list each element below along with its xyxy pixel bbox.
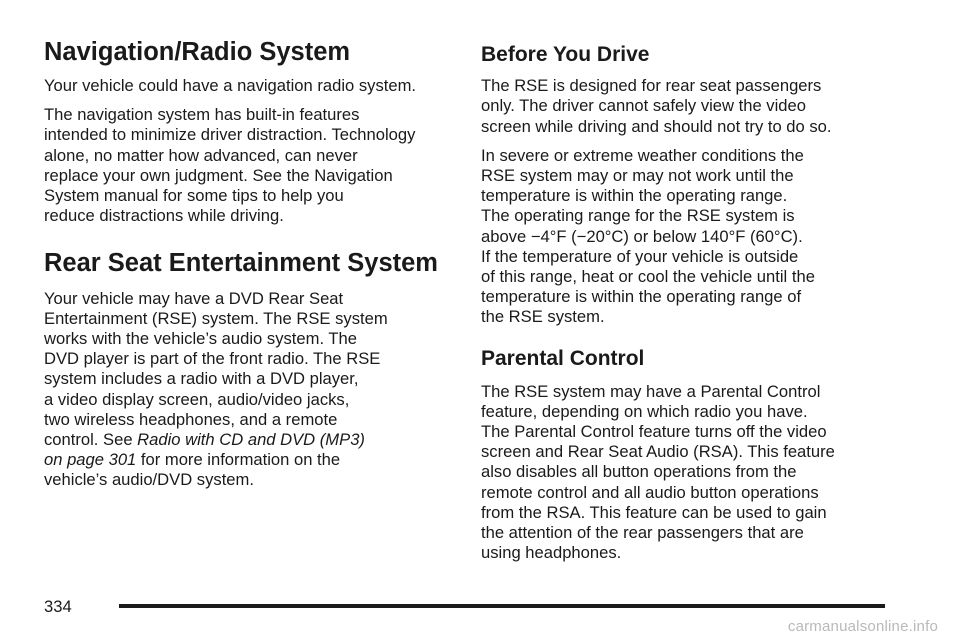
paragraph-nav-intro	[44, 76, 464, 96]
text-line: The Parental Control feature turns off the video	[481, 422, 827, 442]
text-line: If the temperature of your vehicle is outside	[481, 246, 799, 266]
heading-parental-control: Parental Control	[481, 346, 645, 370]
paragraph-nav-details	[44, 105, 464, 226]
text-line: RSE system may or may not work until the	[481, 165, 794, 185]
text-line: In severe or extreme weather conditions the	[481, 145, 804, 165]
text-line: replace your own judgment. See the Navigation	[44, 165, 393, 185]
text-line: Your vehicle could have a navigation radio system.	[44, 76, 417, 96]
text-line: temperature is within the operating range of	[481, 287, 802, 307]
text-line: only. The driver cannot safely view the video	[481, 96, 806, 116]
heading-before-you-drive: Before You Drive	[481, 43, 650, 66]
text-line: reduce distractions while driving.	[44, 206, 284, 226]
text-line: The operating range for the RSE system is	[481, 206, 795, 226]
text-line	[44, 450, 464, 470]
paragraph-parental-control	[481, 382, 901, 564]
text-line: a video display screen, audio/video jacks,	[44, 389, 350, 409]
left-column	[44, 38, 464, 491]
text-line: remote control and all audio button operations	[481, 482, 819, 502]
text-line: the attention of the rear passengers that are	[481, 523, 804, 543]
text-line: The RSE system may have a Parental Control	[481, 381, 821, 401]
text-line: from the RSA. This feature can be used to gain	[481, 502, 827, 522]
text-line: also disables all button operations from the	[481, 462, 797, 482]
right-column	[481, 43, 901, 563]
text-line: Entertainment (RSE) system. The RSE system	[44, 308, 388, 328]
text-line	[44, 430, 464, 450]
heading-navigation-radio-system: Navigation/Radio System	[44, 38, 351, 66]
text-line: above −4°F (−20°C) or below 140°F (60°C).	[481, 226, 803, 246]
text-line: intended to minimize driver distraction. Technology	[44, 125, 416, 145]
page-number: 334	[44, 597, 72, 616]
text-line: vehicle’s audio/DVD system.	[44, 470, 254, 490]
text-fragment: for more information on the	[136, 450, 341, 470]
text-line: The RSE is designed for rear seat passengers	[481, 76, 822, 96]
text-line: The navigation system has built-in features	[44, 105, 360, 125]
footer-divider	[119, 604, 885, 608]
text-line: temperature is within the operating range.	[481, 186, 788, 206]
text-line: screen and Rear Seat Audio (RSA). This feature	[481, 442, 835, 462]
paragraph-before-drive-1	[481, 76, 901, 137]
heading-rear-seat-entertainment: Rear Seat Entertainment System	[44, 249, 438, 278]
text-line: works with the vehicle’s audio system. The	[44, 328, 357, 348]
paragraph-before-drive-2	[481, 146, 901, 328]
cross-reference-link[interactable]: Radio with CD and DVD (MP3)	[137, 429, 365, 449]
text-line: the RSE system.	[481, 307, 605, 327]
text-line: DVD player is part of the front radio. The RSE	[44, 349, 381, 369]
text-line: two wireless headphones, and a remote	[44, 409, 338, 429]
watermark-text: carmanualsonline.info	[787, 618, 938, 635]
text-line: alone, no matter how advanced, can never	[44, 145, 358, 165]
text-line: using headphones.	[481, 543, 622, 563]
text-fragment: control. See	[44, 429, 138, 449]
text-line: System manual for some tips to help you	[44, 186, 344, 206]
text-line: screen while driving and should not try to do so.	[481, 116, 832, 136]
text-line: feature, depending on which radio you have.	[481, 401, 808, 421]
paragraph-rse-description	[44, 289, 464, 491]
text-line: system includes a radio with a DVD player,	[44, 369, 359, 389]
text-line: Your vehicle may have a DVD Rear Seat	[44, 288, 344, 308]
cross-reference-link[interactable]: on page 301	[44, 450, 137, 470]
text-line: of this range, heat or cool the vehicle until the	[481, 266, 815, 286]
